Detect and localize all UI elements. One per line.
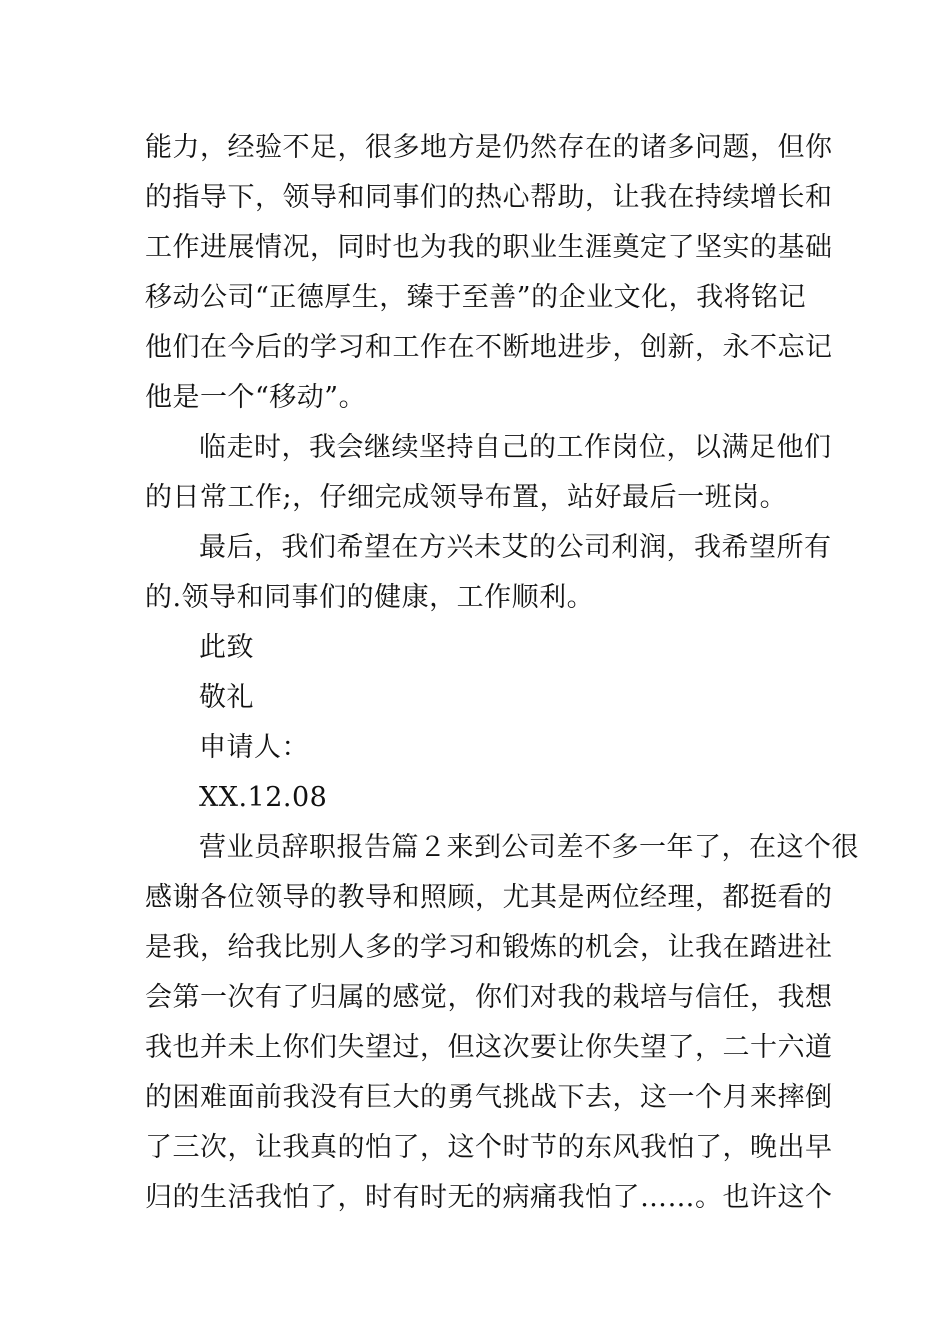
applicant-label: 申请人：: [199, 732, 309, 763]
closing-regards: 敬礼: [199, 682, 254, 713]
text-line: 的日常工作;，仔细完成领导布置，站好最后一班岗。: [145, 482, 788, 513]
date-text: XX.12.08: [199, 782, 328, 813]
text-line: 感谢各位领导的教导和照顾，尤其是两位经理，都挺看的: [145, 882, 833, 913]
text-line: 工作进展情况，同时也为我的职业生涯奠定了坚实的基础: [145, 232, 833, 263]
closing-salutation: 此致: [199, 632, 254, 663]
text-line: 的.领导和同事们的健康，工作顺利。: [145, 582, 595, 613]
text-line: 的困难面前我没有巨大的勇气挑战下去，这一个月来摔倒: [145, 1082, 833, 1113]
text-line: 的指导下，领导和同事们的热心帮助，让我在持续增长和: [145, 182, 833, 213]
text-line: 了三次，让我真的怕了，这个时节的东风我怕了，晚出早: [145, 1132, 833, 1163]
text-line: 是我，给我比别人多的学习和锻炼的机会，让我在踏进社: [145, 932, 833, 963]
text-line: 他是一个“移动”。: [145, 382, 367, 413]
text-line: 能力，经验不足，很多地方是仍然存在的诸多问题，但你: [145, 132, 833, 163]
text-line: 我也并未上你们失望过，但这次要让你失望了，二十六道: [145, 1032, 833, 1063]
text-line: 会第一次有了归属的感觉，你们对我的栽培与信任，我想: [145, 982, 833, 1013]
text-line: 移动公司“正德厚生，臻于至善”的企业文化，我将铭记: [145, 282, 807, 313]
text-line: 归的生活我怕了，时有时无的病痛我怕了……。也许这个: [145, 1182, 833, 1213]
text-line: 营业员辞职报告篇２来到公司差不多一年了，在这个很: [199, 832, 859, 863]
text-line: 最后，我们希望在方兴未艾的公司利润，我希望所有: [199, 532, 832, 563]
text-line: 临走时，我会继续坚持自己的工作岗位，以满足他们: [199, 432, 832, 463]
text-line: 他们在今后的学习和工作在不断地进步，创新，永不忘记: [145, 332, 833, 363]
